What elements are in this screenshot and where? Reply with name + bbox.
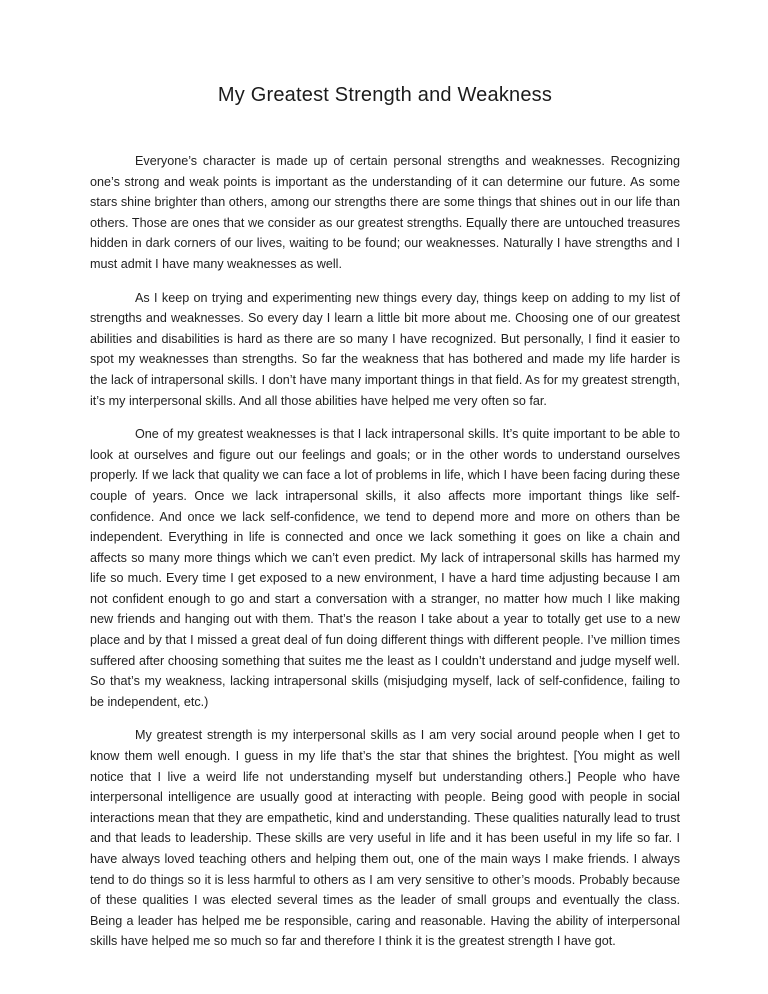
document-title: My Greatest Strength and Weakness	[217, 84, 553, 106]
paragraph-1: Everyone’s character is made up of certain personal strengths and weaknesses. Recognizing one’s strong and weak points is important as the understanding of it can determine our future. As some stars shine brighter than others, among our strengths there are some things that shines out in our life than others. Those are ones that we consider as our greatest strengths. Equally there are untouched treasures hidden in dark corners of our lives, waiting to be found; our weaknesses. Naturally I have strengths and I must admit I have many weaknesses as well.	[90, 154, 680, 271]
paragraph-4: My greatest strength is my interpersonal skills as I am very social around people when I get to know them well enough. I guess in my life that’s the star that shines the brightest. [You might as well notice that I live a weird life not understanding myself but understanding others.] People who have interpersonal intelligence are usually good at interacting with people. Being good with people in social interactions mean that they are empathetic, kind and understanding. These qualities naturally lead to trust and that leads to leadership. These skills are very useful in life and it has been useful in my life so far. I have always loved teaching others and helping them out, one of the main ways I make friends. I always tend to do things so it is less harmful to others as I am very sensitive to other’s moods. Probably because of these qualities I was elected several times as the leader of small groups and eventually the class. Being a leader has helped me be responsible, caring and reasonable. Having the ability of interpersonal skills have helped me so much so far and therefore I think it is the greatest strength I have got.	[90, 728, 680, 949]
paragraph-2: As I keep on trying and experimenting new things every day, things keep on adding to my list of strengths and weaknesses. So every day I learn a little bit more about me. Choosing one of our greatest abilities and disabilities is hard as there are so many I have recognized. But personally, I find it easier to spot my weaknesses than strengths. So far the weakness that has bothered and made my life harder is the lack of intrapersonal skills. I don’t have many important things in that field. As for my greatest strength, it’s my interpersonal skills. And all those abilities have helped me very often so far.	[90, 290, 680, 408]
paragraph-3: One of my greatest weaknesses is that I lack intrapersonal skills. It’s quite important to be able to look at ourselves and figure out our feelings and goals; or in the other words to understand ourselves properly. If we lack that quality we can face a lot of problems in life, which I have been facing during these couple of years. Once we lack intrapersonal skills, it also affects more important things like self-confidence. And once we lack self-confidence, we tend to depend more and more on others than be independent. Everything in life is connected and once we lack something it goes on like a chain and affects so many more things which we can’t even predict. My lack of intrapersonal skills has harmed my life so much. Every time I get exposed to a new environment, I have a hard time adjusting because I am not confident enough to go and start a conversation with a stranger, no matter how much I like making new friends and hanging out with them. That’s the reason I take about a year to totally get use to a new place and by that I missed a great deal of fun doing different things with different people. I’ve million times suffered after choosing something that suites me the least as I couldn’t understand and judge myself well. So that’s my weakness, lacking intrapersonal skills (misjudging myself, lack of self-confidence, failing to be independent, etc.)	[90, 427, 680, 709]
